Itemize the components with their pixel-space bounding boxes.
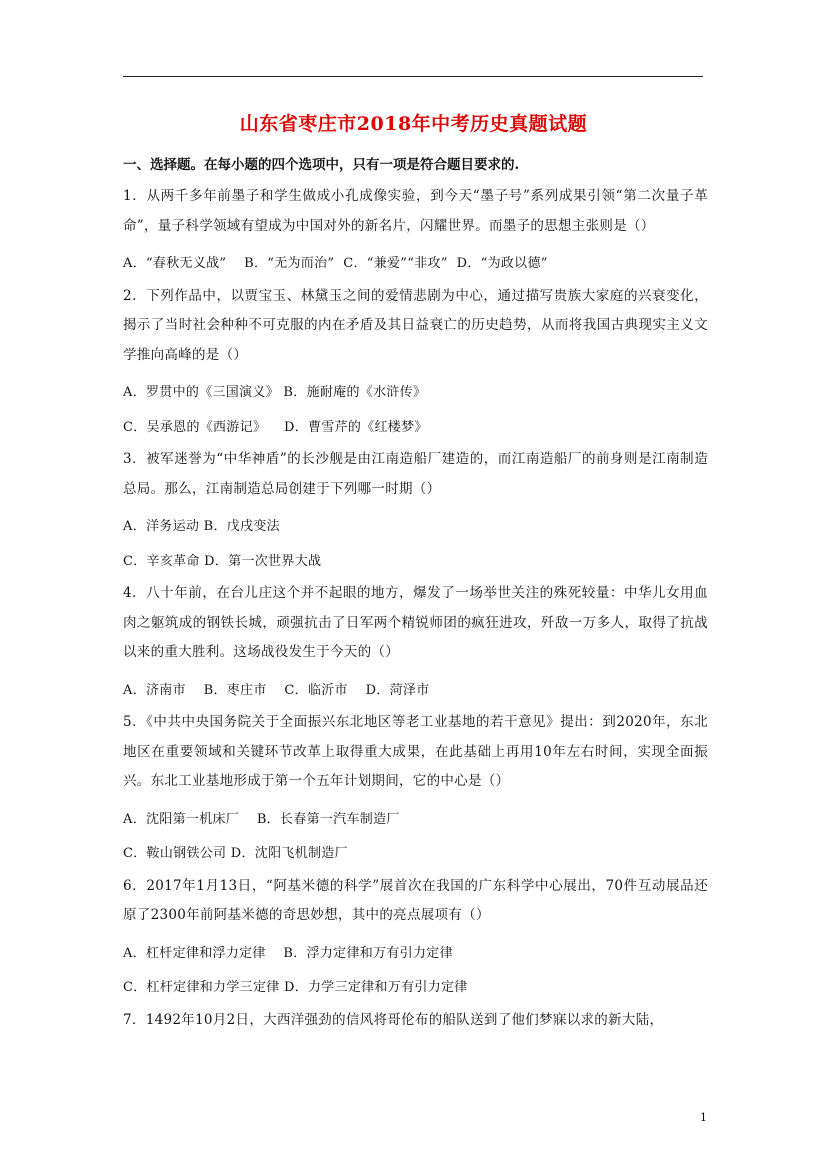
answer-options bbox=[123, 803, 708, 872]
option-line bbox=[123, 411, 708, 446]
option-line bbox=[123, 247, 708, 282]
question-text: 5．《中共中央国务院关于全面振兴东北地区等老工业基地的若干意见》提出：到2020年，东北地区在重要领域和关键环节改革上取得重大成果，在此基础上再用10年左右时间，实现全面振兴。东北工业基地形成于第一个五年计划期间，它的中心是（） bbox=[123, 714, 708, 789]
question-text: 4．八十年前，在台儿庄这个并不起眼的地方，爆发了一场举世关注的殊死较量：中华儿女用血肉之躯筑成的钢铁长城，顽强抗击了日军两个精锐师团的疯狂进攻，歼敌一万多人，取得了抗战以来的重大胜利。这场战役发生于今天的（） bbox=[123, 585, 708, 660]
question-list bbox=[123, 182, 708, 1035]
option-text: C．杠杆定律和力学三定律 D．力学三定律和万有引力定律 bbox=[123, 980, 468, 995]
option-line bbox=[123, 674, 708, 709]
option-line bbox=[123, 837, 708, 872]
answer-options bbox=[123, 937, 708, 1006]
question-item bbox=[123, 182, 708, 282]
option-line bbox=[123, 510, 708, 545]
option-text: A．沈阳第一机床厂 B．长春第一汽车制造厂 bbox=[123, 811, 400, 827]
question-item bbox=[123, 1006, 708, 1036]
option-text: A．杠杆定律和浮力定律 B．浮力定律和万有引力定律 bbox=[123, 945, 453, 961]
question-text: 1．从两千多年前墨子和学生做成小孔成像实验，到今天“墨子号”系列成果引领“第二次量子革命”，量子科学领域有望成为中国对外的新名片，闪耀世界。而墨子的思想主张则是（） bbox=[123, 188, 708, 234]
document-title: 山东省枣庄市2018年中考历史真题试题 bbox=[239, 113, 588, 135]
option-line bbox=[123, 937, 708, 972]
option-line bbox=[123, 803, 708, 838]
option-text: C．辛亥革命 D．第一次世界大战 bbox=[123, 553, 322, 569]
option-text: A．济南市 B．枣庄市 C．临沂市 D．菏泽市 bbox=[123, 682, 430, 698]
question-text: 7．1492年10月2日，大西洋强劲的信风将哥伦布的船队送到了他们梦寐以求的新大陆， bbox=[123, 1011, 664, 1028]
question-text: 3．被军迷誉为“中华神盾”的长沙舰是由江南造船厂建造的，而江南造船厂的前身则是江南制造总局。那么，江南制造总局创建于下列哪一时期（） bbox=[123, 451, 708, 497]
option-text: A．“春秋无义战” B．“无为而治” C．“兼爱”“非攻” D．“为政以德” bbox=[123, 256, 548, 271]
section-heading: 一、选择题。在每小题的四个选项中，只有一项是符合题目要求的. bbox=[123, 157, 520, 173]
answer-options bbox=[123, 376, 708, 445]
option-text: A．洋务运动 B．戊戌变法 bbox=[123, 519, 280, 534]
page-number: 1 bbox=[700, 1111, 707, 1124]
answer-options bbox=[123, 247, 708, 282]
question-item bbox=[123, 708, 708, 872]
question-item bbox=[123, 282, 708, 446]
option-text: C．吴承恩的《西游记》 D．曹雪芹的《红楼梦》 bbox=[123, 419, 428, 435]
option-line bbox=[123, 376, 708, 411]
option-text: A．罗贯中的《三国演义》 B．施耐庵的《水浒传》 bbox=[123, 385, 427, 400]
document-body bbox=[123, 148, 708, 1041]
question-item bbox=[123, 579, 708, 708]
question-item bbox=[123, 445, 708, 579]
answer-options bbox=[123, 674, 708, 709]
option-text: C．鞍山钢铁公司 D．沈阳飞机制造厂 bbox=[123, 846, 348, 861]
header-rule bbox=[123, 76, 703, 77]
option-line bbox=[123, 545, 708, 580]
question-text: 2．下列作品中，以贾宝玉、林黛玉之间的爱情悲剧为中心，通过描写贵族大家庭的兴衰变化，揭示了当时社会种种不可克服的内在矛盾及其日益衰亡的历史趋势，从而将我国古典现实主义文学推向高峰的是（） bbox=[123, 287, 708, 363]
answer-options bbox=[123, 510, 708, 579]
question-item bbox=[123, 872, 708, 1006]
option-line bbox=[123, 971, 708, 1006]
question-text: 6．2017年1月13日，“阿基米德的科学”展首次在我国的广东科学中心展出，70件互动展品还原了2300年前阿基米德的奇思妙想，其中的亮点展项有（） bbox=[123, 877, 708, 923]
